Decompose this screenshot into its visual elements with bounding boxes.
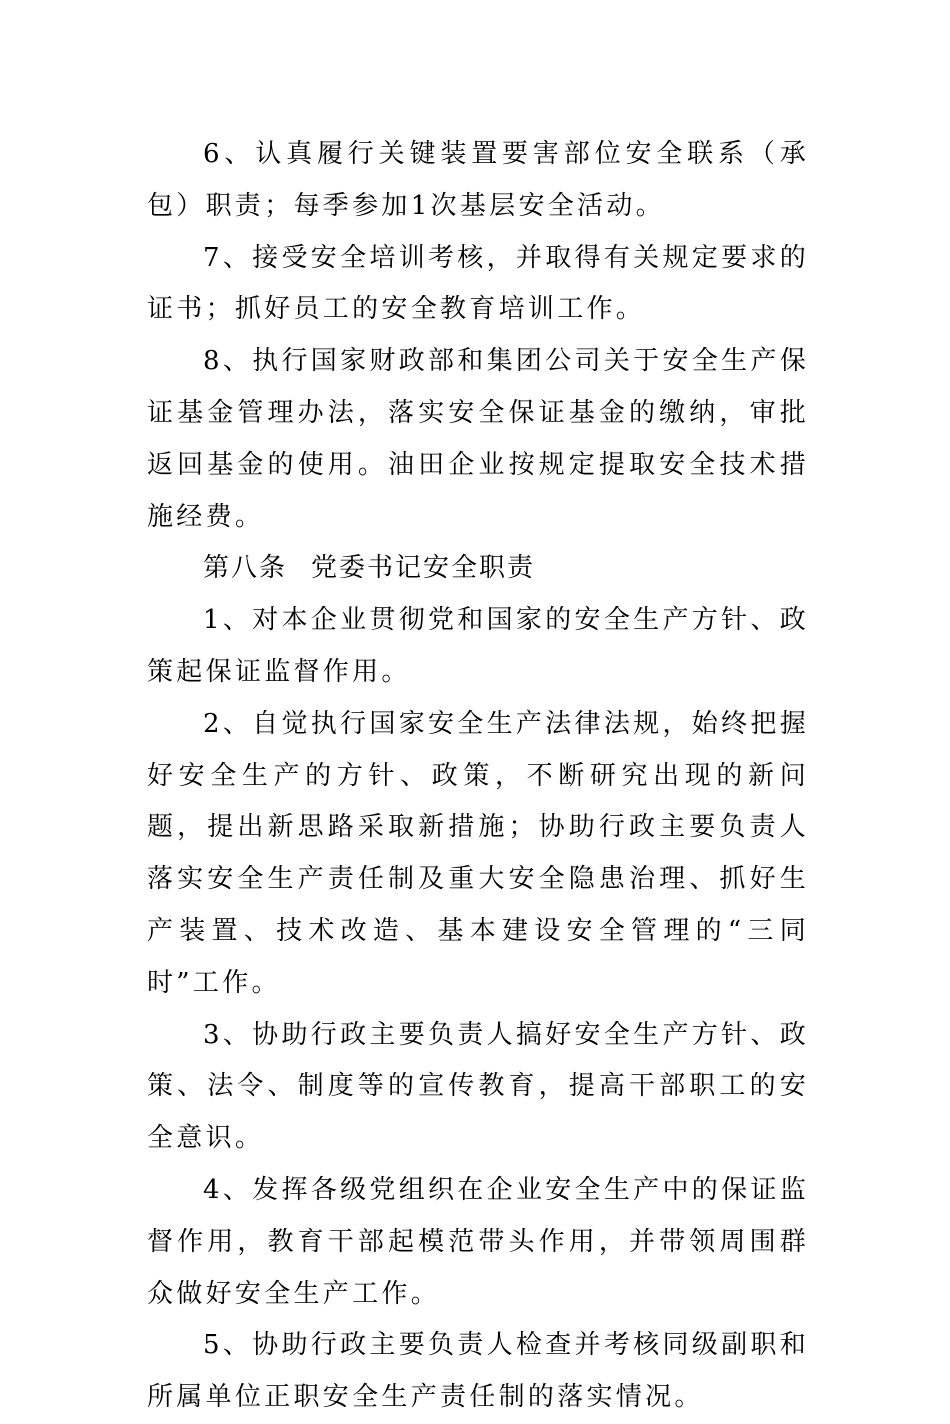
section-title: 党委书记安全职责 [311, 553, 536, 584]
item-5: 5、协助行政主要负责人检查并考核同级副职和所属单位正职安全生产责任制的落实情况。 [147, 1330, 809, 1413]
item-4: 4、发挥各级党组织在企业安全生产中的保证监督作用，教育干部起模范带头作用，并带领周围群众做好安全生产工作。 [147, 1174, 809, 1309]
item-2: 2、自觉执行国家安全生产法律法规，始终把握好安全生产的方针、政策，不断研究出现的新问题，提出新思路采取新措施；协助行政主要负责人落实安全生产责任制及重大安全隐患治理、抓好生产装置、技术改造、基本建设安全管理的“三同时”工作。 [147, 708, 809, 998]
item-1: 1、对本企业贯彻党和国家的安全生产方针、政策起保证监督作用。 [147, 605, 809, 687]
section-number: 第八条 [203, 553, 288, 584]
paragraph-8: 8、执行国家财政部和集团公司关于安全生产保证基金管理办法，落实安全保证基金的缴纳，审批返回基金的使用。油田企业按规定提取安全技术措施经费。 [147, 346, 809, 532]
item-3: 3、协助行政主要负责人搞好安全生产方针、政策、法令、制度等的宣传教育，提高干部职工的安全意识。 [147, 1019, 809, 1154]
section-heading [147, 543, 809, 595]
paragraph-7: 7、接受安全培训考核，并取得有关规定要求的证书；抓好员工的安全教育培训工作。 [147, 242, 809, 325]
paragraph-6: 6、认真履行关键装置要害部位安全联系（承包）职责；每季参加1次基层安全活动。 [147, 139, 809, 221]
document-body [147, 129, 809, 1424]
